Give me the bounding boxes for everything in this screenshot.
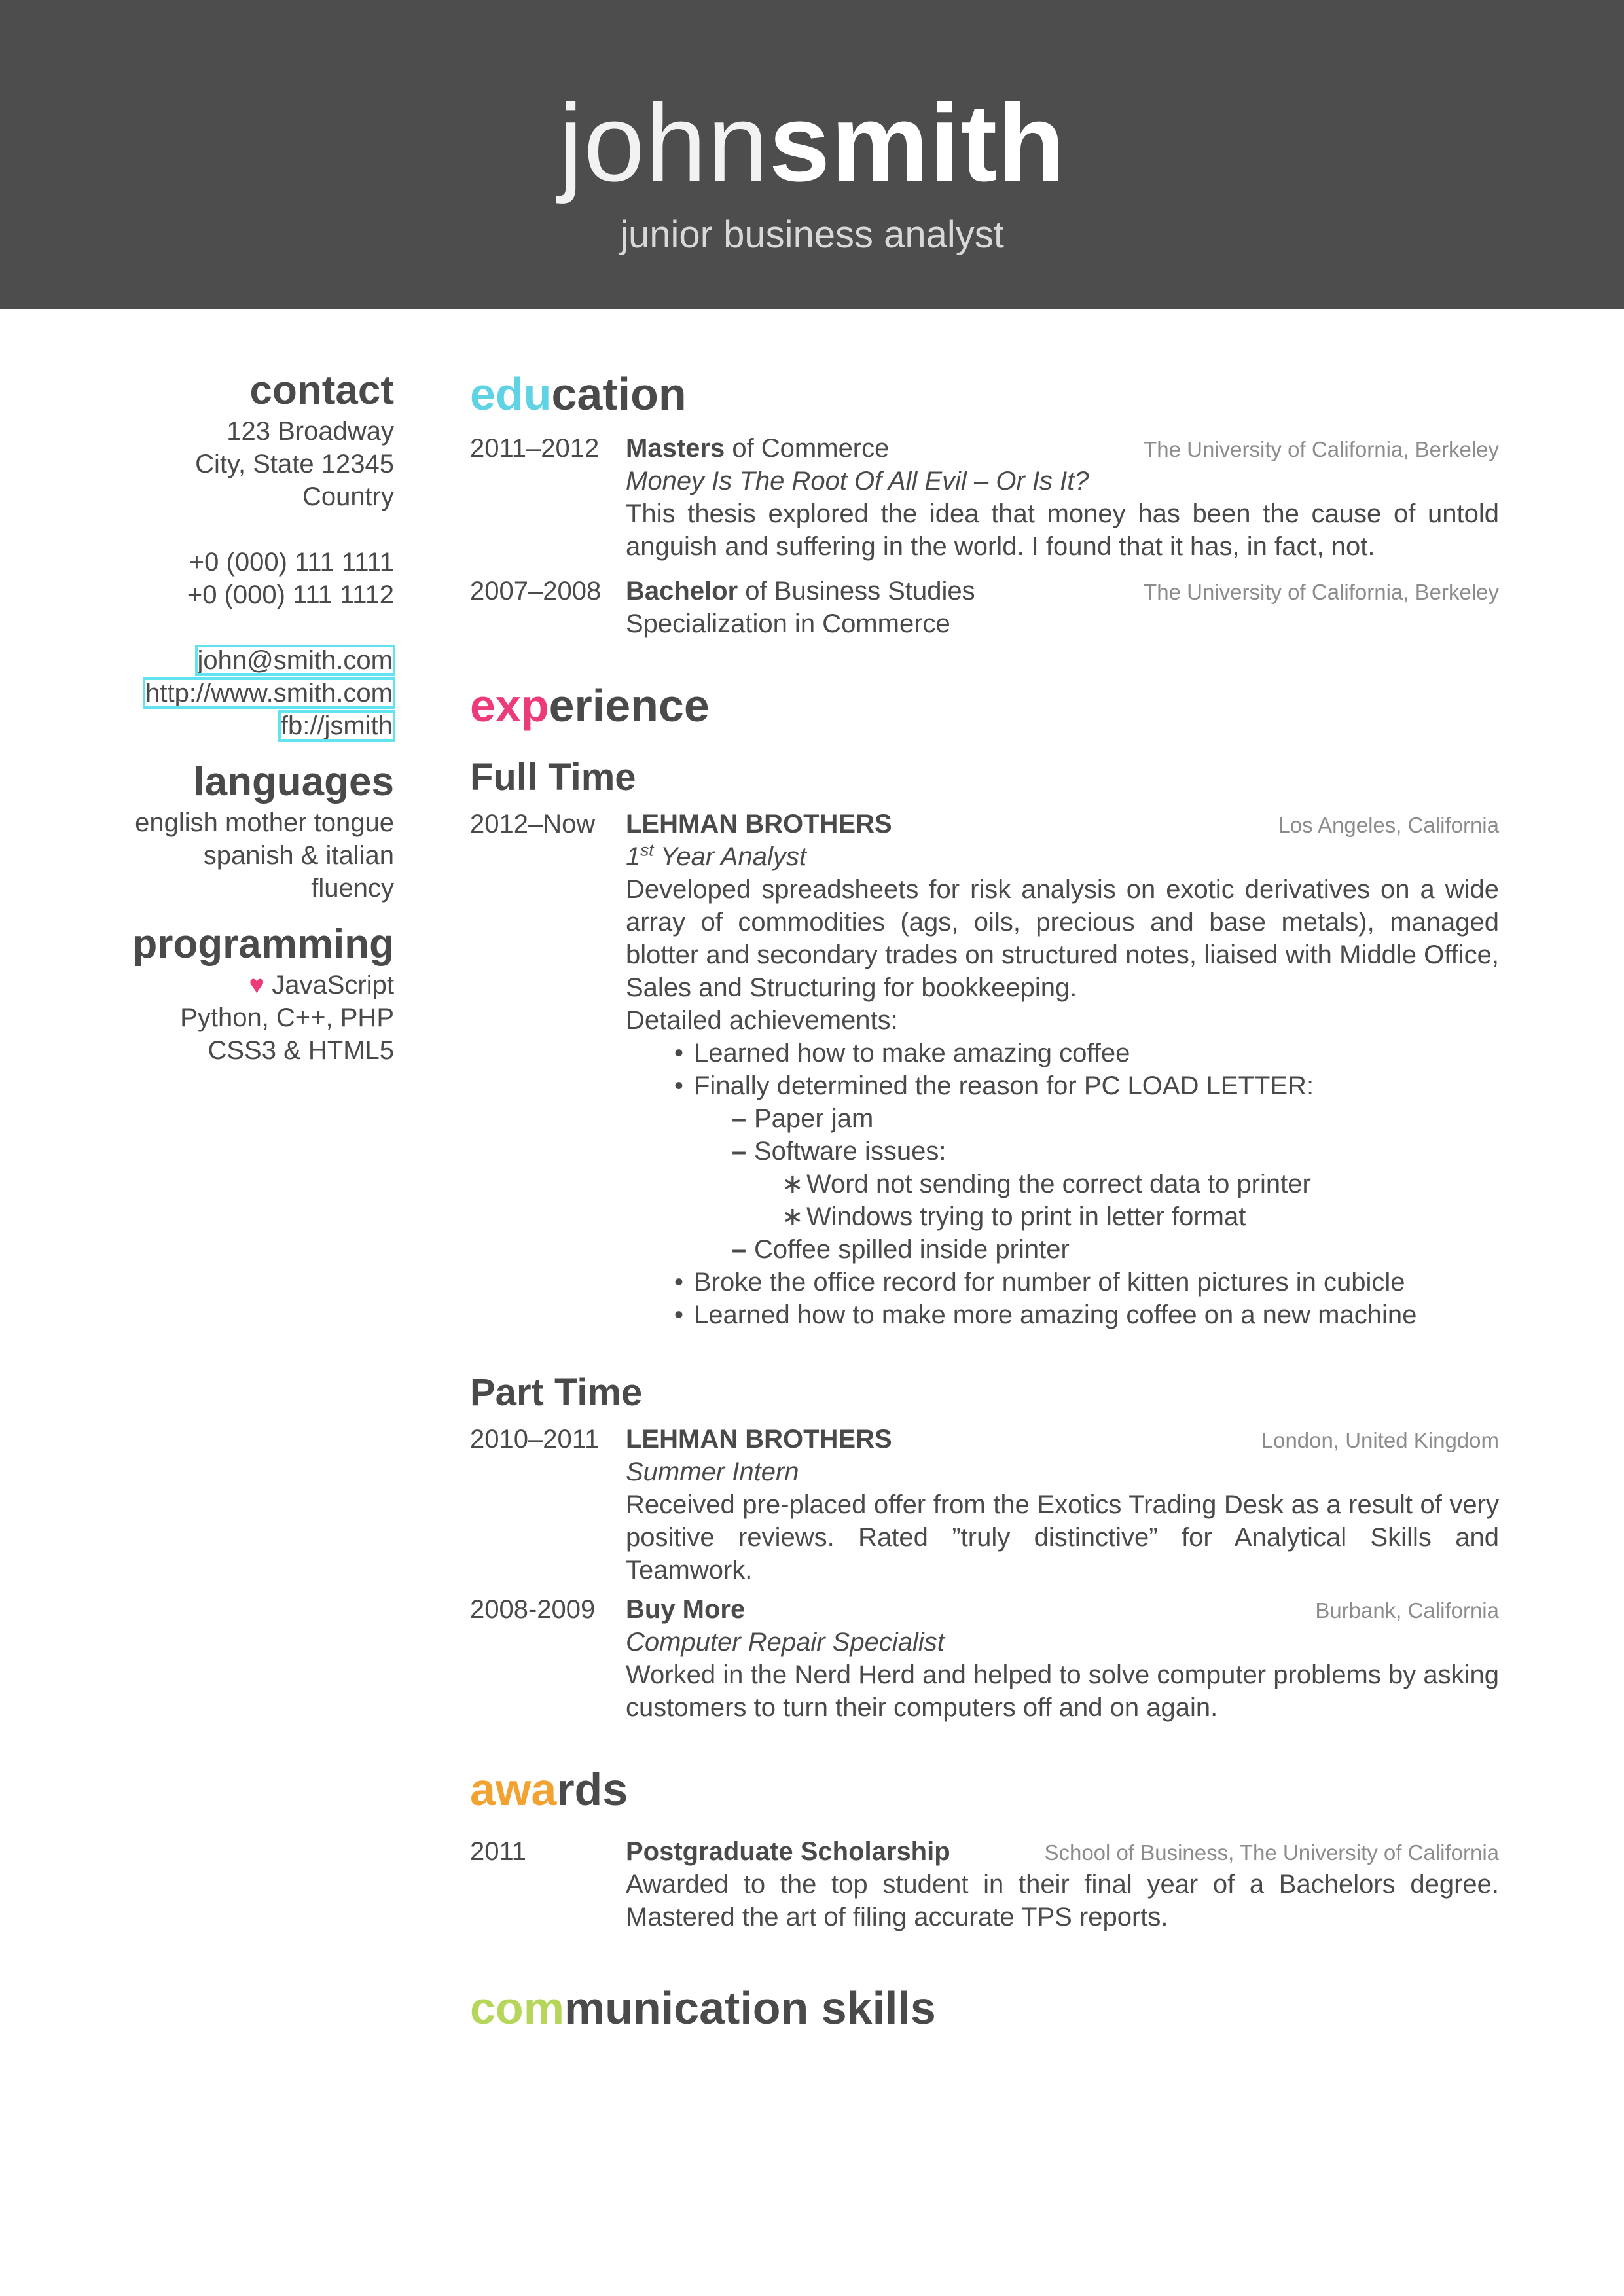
full-name	[0, 77, 1624, 208]
experience-entry	[470, 808, 1499, 1331]
achievement-list	[674, 1037, 1499, 1331]
award-institution: School of Business, The University of California	[1044, 1840, 1499, 1865]
contact-heading: contact	[249, 368, 394, 413]
list-item: • Learned how to make more amazing coffee on a new machine	[694, 1299, 1499, 1331]
bullet-icon: •	[674, 1268, 683, 1297]
experience-heading: experience	[470, 680, 710, 731]
phone-number: +0 (000) 111 1112	[187, 581, 394, 609]
awards-heading: awards	[470, 1764, 628, 1815]
list-item: – Coffee spilled inside printer	[754, 1233, 1499, 1266]
main-content	[470, 367, 1499, 2036]
list-item: ∗ Word not sending the correct data to printer	[806, 1168, 1499, 1200]
list-item: ∗ Windows trying to print in letter format	[806, 1200, 1499, 1233]
list-item: – Paper jam	[754, 1102, 1499, 1135]
thesis-title: Money Is The Root Of All Evil – Or Is It?	[626, 467, 1089, 495]
list-item: • Broke the office record for number of kitten pictures in cubicle	[694, 1266, 1499, 1299]
address-line: City, State 12345	[195, 450, 394, 478]
achievements-label: Detailed achievements:	[626, 1006, 898, 1035]
last-name: smith	[768, 81, 1066, 204]
degree: Bachelor	[626, 577, 738, 605]
list-item: – Software issues: ∗ Word not sending the correct data to printer ∗ Windows trying to print in letter format	[754, 1135, 1499, 1233]
sidebar	[98, 367, 394, 1067]
part-time-heading: Part Time	[470, 1371, 643, 1414]
education-entry	[470, 575, 1499, 640]
list-item: • Finally determined the reason for PC LOAD LETTER: – Paper jam – Software issues: ∗ Word not sending the correct data to printer ∗ Windows trying to print in letter format – Coffee spilled inside printer	[694, 1069, 1499, 1266]
education-heading: education	[470, 368, 687, 420]
degree-field: of Commerce	[725, 434, 890, 463]
facebook-link[interactable]: fb://jsmith	[280, 711, 393, 740]
job-role: Computer Repair Specialist	[626, 1628, 945, 1657]
job-role: 1st Year Analyst	[626, 840, 806, 871]
entry-description: Developed spreadsheets for risk analysis on exotic derivatives on a wide array of commodities (ags, oils, precious and base metals), managed blotter and secondary trades on structured notes, liaised with Middle Office, Sales and Structuring for bookkeeping.	[626, 875, 1499, 1002]
entry-date: 2008-2009	[470, 1595, 596, 1624]
email-link[interactable]: john@smith.com	[197, 646, 393, 675]
language-item: fluency	[311, 874, 394, 903]
company-name: Buy More	[626, 1595, 746, 1624]
phone-number: +0 (000) 111 1111	[189, 548, 394, 577]
company-name: LEHMAN BROTHERS	[626, 1425, 892, 1454]
programming-item: Python, C++, PHP	[180, 1003, 394, 1032]
first-name: john	[558, 81, 769, 204]
programming-heading: programming	[132, 922, 394, 967]
award-entry	[470, 1835, 1499, 1933]
website-link[interactable]: http://www.smith.com	[145, 679, 393, 708]
language-item: spanish & italian	[203, 841, 394, 870]
bullet-icon: •	[674, 1071, 683, 1100]
entry-date: 2011–2012	[470, 434, 600, 463]
entry-date: 2010–2011	[470, 1425, 600, 1454]
programming-item: JavaScript	[272, 971, 394, 999]
job-location: Burbank, California	[1315, 1598, 1499, 1623]
asterisk-icon: ∗	[782, 1170, 804, 1198]
sub-list	[731, 1102, 1499, 1266]
address-line: Country	[302, 482, 394, 511]
job-title: junior business analyst	[620, 213, 1004, 256]
bullet-icon: •	[674, 1039, 683, 1067]
institution: The University of California, Berkeley	[1144, 437, 1499, 461]
address-line: 123 Broadway	[226, 417, 394, 446]
entry-description: This thesis explored the idea that money has been the cause of untold anguish and suffering in the world. I found that it has, in fact, not.	[626, 499, 1499, 561]
communication-heading: communication skills	[470, 1982, 936, 2034]
entry-description: Received pre-placed offer from the Exotics Trading Desk as a result of very positive reviews. Rated ”truly distinctive” for Analytical Skills and Teamwork.	[626, 1490, 1499, 1585]
degree-field: of Business Studies	[738, 577, 975, 605]
job-location: London, United Kingdom	[1261, 1428, 1499, 1452]
languages-heading: languages	[193, 759, 394, 804]
degree: Masters	[626, 434, 725, 463]
experience-entry	[470, 1423, 1499, 1587]
company-name: LEHMAN BROTHERS	[626, 810, 892, 838]
heading-accent: awa	[470, 1764, 557, 1815]
heading-accent: com	[470, 1982, 564, 2034]
asterisk-icon: ∗	[782, 1202, 804, 1231]
entry-date: 2011	[470, 1837, 527, 1866]
list-item: • Learned how to make amazing coffee	[694, 1037, 1499, 1069]
resume-header	[0, 0, 1624, 309]
entry-description: Specialization in Commerce	[626, 609, 950, 638]
programming-item: CSS3 & HTML5	[208, 1036, 394, 1065]
dash-icon: –	[731, 1104, 747, 1133]
entry-date: 2012–Now	[470, 810, 596, 838]
heading-accent: exp	[470, 680, 549, 731]
entry-description: Awarded to the top student in their final year of a Bachelors degree. Mastered the art of filing accurate TPS reports.	[626, 1870, 1499, 1931]
sub-sub-list	[782, 1168, 1499, 1233]
heart-icon: ♥	[249, 971, 265, 999]
education-entry	[470, 432, 1499, 563]
full-time-heading: Full Time	[470, 756, 636, 798]
dash-icon: –	[731, 1137, 747, 1166]
entry-description: Worked in the Nerd Herd and helped to solve computer problems by asking customers to turn their computers off and on again.	[626, 1660, 1499, 1722]
job-location: Los Angeles, California	[1278, 813, 1499, 837]
bullet-icon: •	[674, 1300, 683, 1329]
language-item: english mother tongue	[135, 808, 394, 837]
dash-icon: –	[731, 1235, 747, 1264]
experience-entry	[470, 1593, 1499, 1724]
award-title: Postgraduate Scholarship	[626, 1837, 950, 1866]
heading-accent: edu	[470, 368, 552, 420]
entry-date: 2007–2008	[470, 577, 602, 605]
institution: The University of California, Berkeley	[1144, 580, 1499, 604]
job-role: Summer Intern	[626, 1458, 799, 1486]
